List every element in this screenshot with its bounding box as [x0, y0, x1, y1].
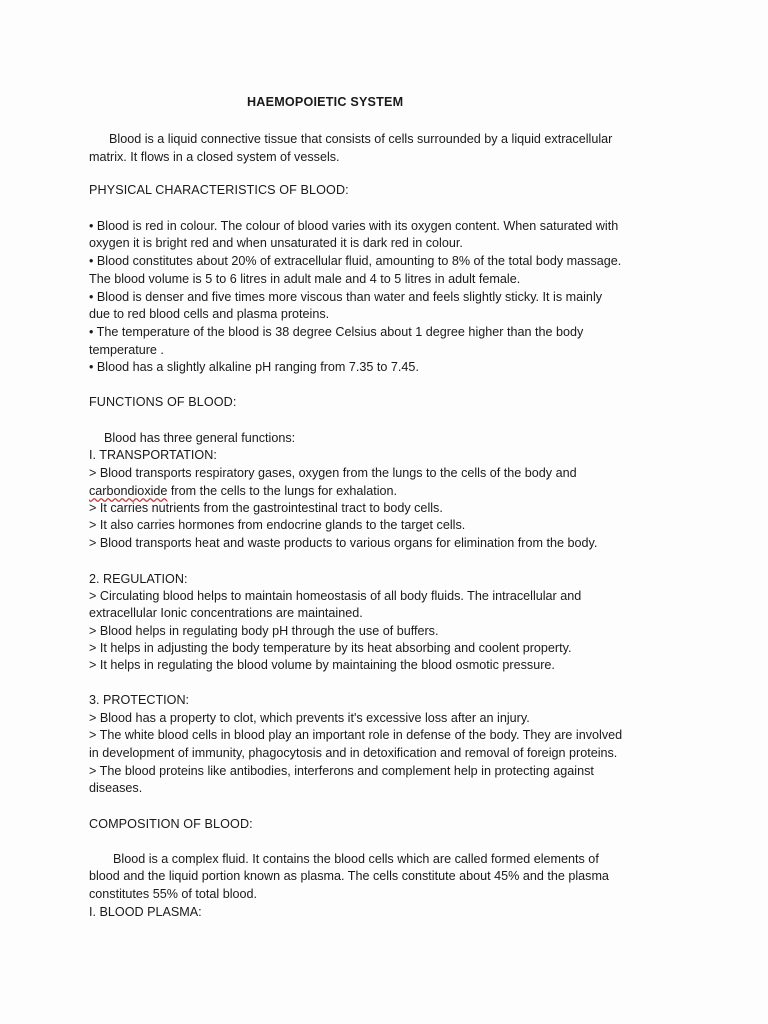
transportation-line: > Blood transports respiratory gases, oxygen from the lungs to the cells of the body and — [89, 466, 577, 480]
regulation-line: > Blood helps in regulating body pH through the use of buffers. — [89, 624, 439, 638]
section-heading-physical: PHYSICAL CHARACTERISTICS OF BLOOD: — [89, 183, 349, 197]
physical-line: The blood volume is 5 to 6 litres in adult male and 4 to 5 litres in adult female. — [89, 272, 521, 286]
intro-line: matrix. It flows in a closed system of vessels. — [89, 150, 340, 164]
transportation-line: > Blood transports heat and waste products to various organs for elimination from the body. — [89, 536, 598, 550]
physical-line: • Blood is red in colour. The colour of blood varies with its oxygen content. When saturated with — [89, 219, 619, 233]
protection-line: > The blood proteins like antibodies, interferons and complement help in protecting against — [89, 764, 594, 778]
physical-line: due to red blood cells and plasma proteins. — [89, 307, 330, 321]
subheading-blood-plasma: I. BLOOD PLASMA: — [89, 905, 202, 919]
regulation-line: > Circulating blood helps to maintain homeostasis of all body fluids. The intracellular and — [89, 589, 582, 603]
section-heading-composition: COMPOSITION OF BLOOD: — [89, 817, 253, 831]
physical-line: • Blood constitutes about 20% of extracellular fluid, amounting to 8% of the total body massage. — [89, 254, 622, 268]
spellcheck-underlined-word: carbondioxide — [89, 484, 168, 498]
protection-line: diseases. — [89, 781, 143, 795]
physical-line: • The temperature of the blood is 38 degree Celsius about 1 degree higher than the body — [89, 325, 584, 339]
section-heading-functions: FUNCTIONS OF BLOOD: — [89, 395, 237, 409]
physical-line: oxygen it is bright red and when unsaturated it is dark red in colour. — [89, 236, 463, 250]
page-title: HAEMOPOIETIC SYSTEM — [247, 95, 404, 109]
physical-line: • Blood is denser and five times more viscous than water and feels slightly sticky. It is mainly — [89, 290, 603, 304]
regulation-line: > It helps in regulating the blood volume by maintaining the blood osmotic pressure. — [89, 658, 555, 672]
transportation-line: > It also carries hormones from endocrine glands to the target cells. — [89, 518, 466, 532]
subheading-protection: 3. PROTECTION: — [89, 693, 190, 707]
transportation-line — [89, 483, 689, 500]
composition-line: blood and the liquid portion known as plasma. The cells constitute about 45% and the plasma — [89, 869, 609, 883]
subheading-regulation: 2. REGULATION: — [89, 572, 188, 586]
subheading-transportation: I. TRANSPORTATION: — [89, 448, 217, 462]
physical-line: temperature . — [89, 343, 164, 357]
composition-line: Blood is a complex fluid. It contains the blood cells which are called formed elements of — [113, 852, 599, 866]
protection-line: > Blood has a property to clot, which prevents it's excessive loss after an injury. — [89, 711, 530, 725]
protection-line: > The white blood cells in blood play an important role in defense of the body. They are involved — [89, 728, 623, 742]
protection-line: in development of immunity, phagocytosis and in detoxification and removal of foreign proteins. — [89, 746, 618, 760]
regulation-line: extracellular Ionic concentrations are maintained. — [89, 606, 363, 620]
intro-line: Blood is a liquid connective tissue that consists of cells surrounded by a liquid extracellular — [109, 132, 613, 146]
composition-line: constitutes 55% of total blood. — [89, 887, 258, 901]
functions-intro: Blood has three general functions: — [104, 431, 296, 445]
transportation-line-rest: from the cells to the lungs for exhalation. — [167, 484, 398, 498]
regulation-line: > It helps in adjusting the body temperature by its heat absorbing and coolent property. — [89, 641, 572, 655]
transportation-line: > It carries nutrients from the gastrointestinal tract to body cells. — [89, 501, 443, 515]
physical-line: • Blood has a slightly alkaline pH ranging from 7.35 to 7.45. — [89, 360, 419, 374]
